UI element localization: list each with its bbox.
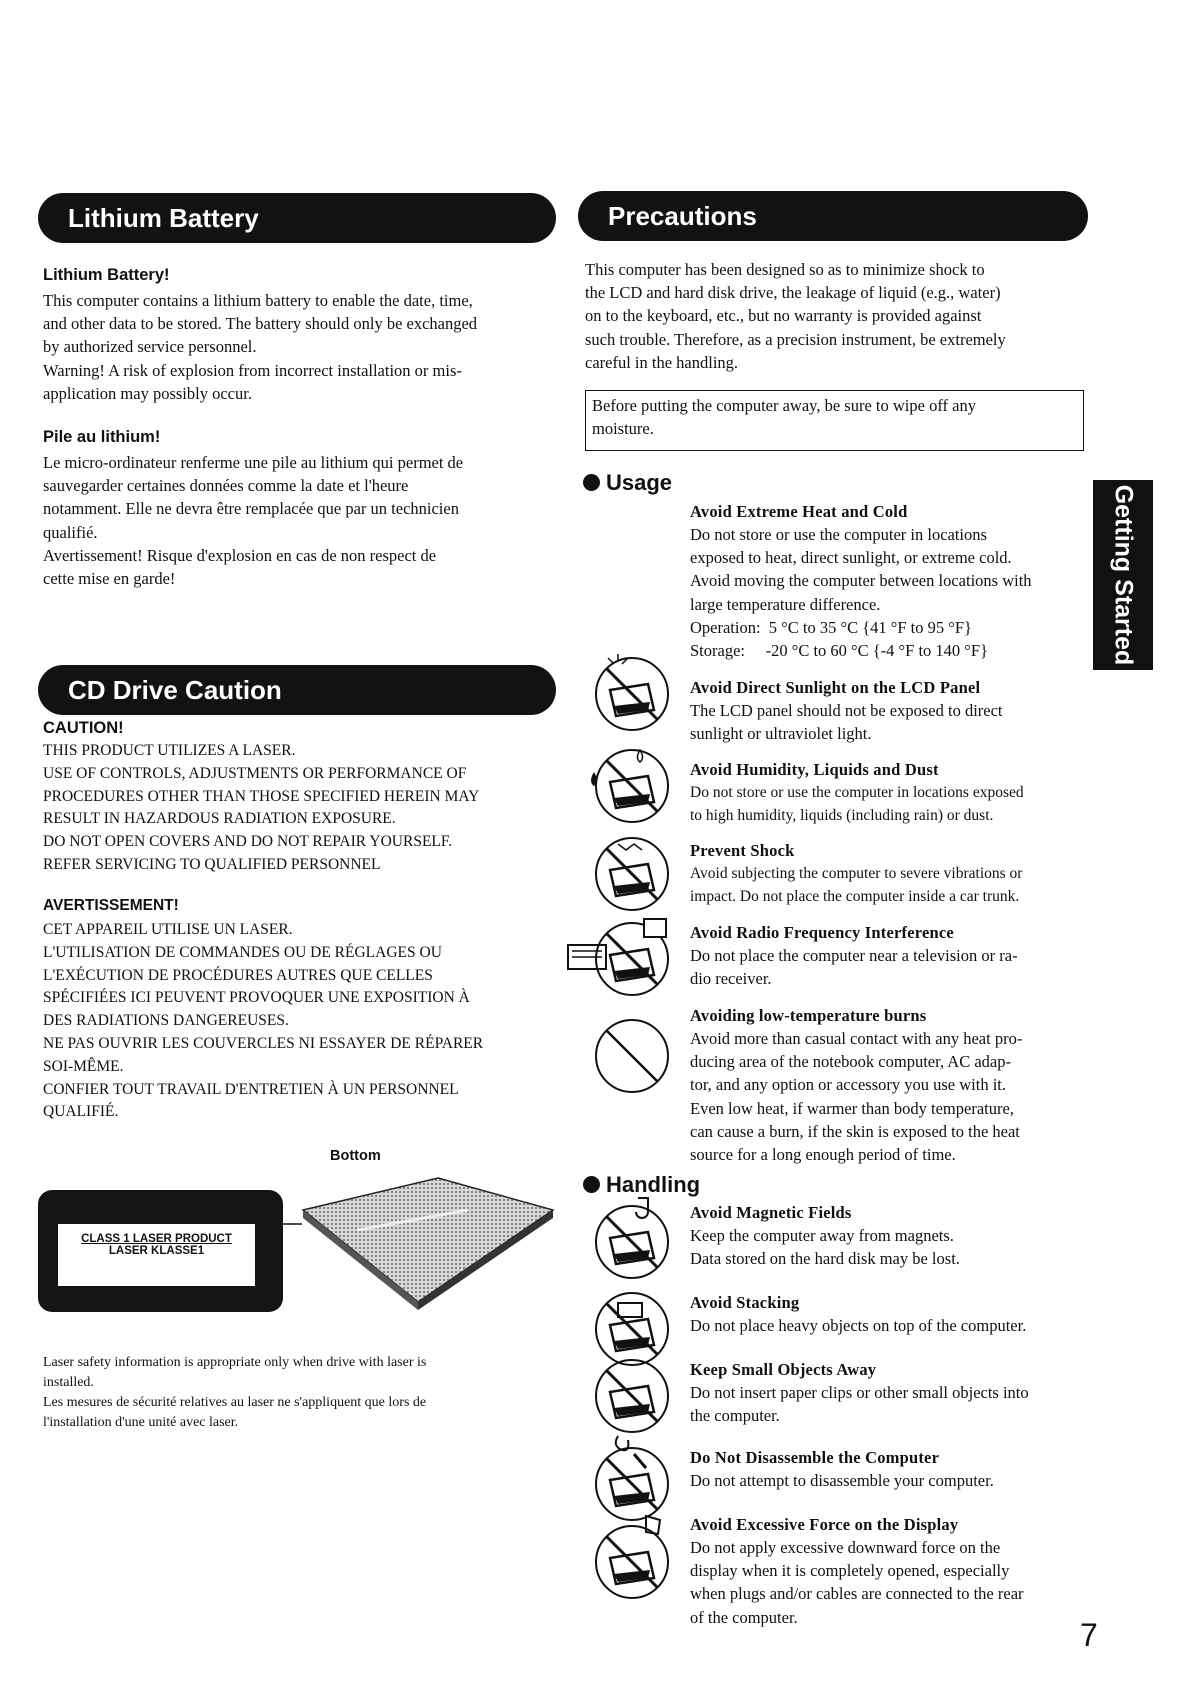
handling-heading: Handling [583,1172,700,1198]
usage-heading: Usage [583,470,672,496]
handling-item-magnetic: Avoid Magnetic Fields Keep the computer away from magnets. Data stored on the hard disk may be lost. [690,1203,960,1269]
label-leader-line [262,1220,302,1230]
caution-title: CAUTION! [43,719,124,737]
cd-drive-caution-banner: CD Drive Caution [38,665,556,715]
getting-started-tab: Getting Started [1093,480,1153,670]
handling-item-small-objects: Keep Small Objects Away Do not insert paper clips or other small objects into the computer. [690,1360,1029,1426]
lithium-fr-title: Pile au lithium! [43,428,161,446]
moisture-notice-box: Before putting the computer away, be sure to wipe off any moisture. [585,390,1084,451]
no-excessive-force-icon [588,1510,688,1610]
cd-drive-illustration [298,1170,558,1310]
page-number: 7 [1080,1617,1098,1653]
handling-item-force-display: Avoid Excessive Force on the Display Do not apply excessive downward force on the display when it is completely opened, especially when plugs and/or cables are connected to the rear of the computer. [690,1515,1024,1627]
no-humidity-icon [582,742,678,830]
bullet-icon [583,1176,600,1193]
laser-safety-note: Laser safety information is appropriate only when drive with laser is installed. Les mesures de sécurité relatives au laser ne s'appliquent que lors de l'installation d'une unité avec laser. [43,1355,427,1430]
usage-item-low-temp-burns: Avoiding low-temperature burns Avoid more than casual contact with any heat pro- ducing area of the notebook computer, AC adap- tor, and any option or accessory you use with it. Even low heat, if warmer than body temperature, can cause a burn, if the skin is exposed to the heat source for a long enough period of time. [690,1006,1023,1165]
laser-product-label [38,1190,283,1312]
avertissement-title: AVERTISSEMENT! [43,897,179,914]
lithium-battery-banner: Lithium Battery [38,193,556,243]
avertissement-text: CET APPAREIL UTILISE UN LASER. L'UTILISATION DE COMMANDES OU DE RÉGLAGES OU L'EXÉCUTION DE PROCÉDURES AUTRES QUE CELLES SPÉCIFIÉES ICI PEUVENT PROVOQUER UNE EXPOSITION À DES RADIATIONS DANGEREUSES. NE PAS OUVRIR LES COUVERCLES NI ESSAYER DE RÉPARER SOI-MÊME. CONFIER TOUT TRAVAIL D'ENTRETIEN À UN PERSONNEL QUALIFIÉ. [43,921,484,1121]
bottom-label: Bottom [330,1148,381,1164]
usage-item-shock: Prevent Shock Avoid subjecting the computer to severe vibrations or impact. Do not place the computer inside a car trunk. [690,841,1023,906]
laser-label-inner [58,1224,255,1286]
usage-item-heat-cold: Avoid Extreme Heat and Cold Do not store or use the computer in locations exposed to heat, direct sunlight, or extreme cold. Avoid moving the computer between locations with large temperature difference. Operation: 5 °C to 35 °C {41 °F to 95 °F} Storage: -20 °C to 60 °C {-4 °F to 140 °F} [690,502,1032,661]
laser-label-line1: CLASS 1 LASER PRODUCT [81,1233,232,1245]
precautions-intro: This computer has been designed so as to minimize shock to the LCD and hard disk drive, the leakage of liquid (e.g., water) on to the keyboard, etc., but no warranty is provided against such trouble. Therefore, as a precision instrument, be extremely careful in the handling. [585,260,1006,372]
usage-item-radio: Avoid Radio Frequency Interference Do not place the computer near a television or ra- dio receiver. [690,923,1018,989]
prohibited-icon [588,1012,676,1100]
caution-text: THIS PRODUCT UTILIZES A LASER. USE OF CONTROLS, ADJUSTMENTS OR PERFORMANCE OF PROCEDURES OTHER THAN THOSE SPECIFIED HEREIN MAY RESULT IN HAZARDOUS RADIATION EXPOSURE. DO NOT OPEN COVERS AND DO NOT REPAIR YOURSELF. REFER SERVICING TO QUALIFIED PERSONNEL [43,742,480,873]
precautions-banner: Precautions [578,191,1088,241]
handling-item-disassemble: Do Not Disassemble the Computer Do not attempt to disassemble your computer. [690,1448,994,1490]
lithium-en-text: This computer contains a lithium battery to enable the date, time, and other data to be stored. The battery should only be exchanged by authorized service personnel. Warning! A risk of explosion from incorrect installation or mis- application may possibly occur. [43,291,478,403]
no-sunlight-icon [588,650,676,738]
handling-item-stacking: Avoid Stacking Do not place heavy objects on top of the computer. [690,1293,1027,1335]
lithium-fr-text: Le micro-ordinateur renferme une pile au lithium qui permet de sauvegarder certaines données comme la date et l'heure notamment. Elle ne devra être remplacée que par un technicien qualifié. Avertissement! Risque d'explosion en cas de non respect de cette mise en garde! [43,453,464,589]
bullet-icon [583,474,600,491]
laser-label-line2: LASER KLASSE1 [108,1245,205,1257]
lithium-en-title: Lithium Battery! [43,266,170,284]
usage-item-sunlight: Avoid Direct Sunlight on the LCD Panel The LCD panel should not be exposed to direct sunlight or ultraviolet light. [690,678,1003,744]
no-shock-icon [588,830,676,918]
no-radio-interference-icon [566,915,678,1003]
no-magnet-icon [588,1194,676,1286]
usage-item-humidity: Avoid Humidity, Liquids and Dust Do not store or use the computer in locations exposed to high humidity, liquids (including rain) or dust. [690,760,1024,825]
